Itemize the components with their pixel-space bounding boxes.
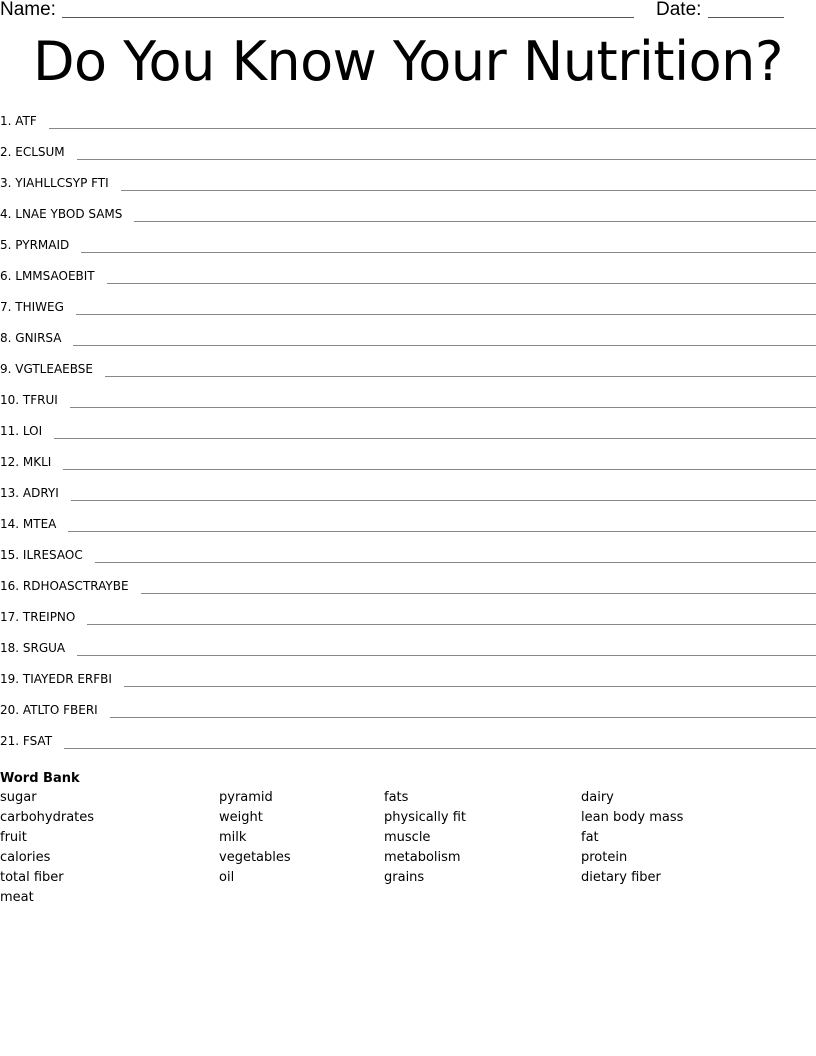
page-title: Do You Know Your Nutrition? [32, 30, 784, 93]
question-row [0, 112, 816, 143]
question-label: 5. PYRMAID [0, 238, 70, 252]
question-label: 11. LOI [0, 424, 43, 438]
question-row [0, 546, 816, 577]
question-row [0, 360, 816, 391]
question-row [0, 608, 816, 639]
word-bank-item: fats [384, 790, 409, 805]
header [0, 0, 816, 24]
answer-line[interactable] [68, 531, 816, 532]
question-label: 8. GNIRSA [0, 331, 62, 345]
question-row [0, 329, 816, 360]
date-field[interactable] [708, 17, 784, 18]
question-label: 10. TFRUI [0, 393, 58, 407]
word-bank-item: dairy [581, 790, 614, 805]
question-row [0, 670, 816, 701]
question-label: 4. LNAE YBOD SAMS [0, 207, 123, 221]
question-label: 16. RDHOASCTRAYBE [0, 579, 129, 593]
word-bank-item: sugar [0, 790, 37, 805]
question-row [0, 174, 816, 205]
question-row [0, 298, 816, 329]
question-label: 3. YIAHLLCSYP FTI [0, 176, 109, 190]
word-bank-item: muscle [384, 830, 431, 845]
question-row [0, 143, 816, 174]
date-label: Date: [656, 0, 702, 20]
word-bank-item: lean body mass [581, 810, 684, 825]
question-label: 20. ATLTO FBERI [0, 703, 98, 717]
question-row [0, 236, 816, 267]
answer-line[interactable] [124, 686, 816, 687]
question-row [0, 639, 816, 670]
answer-line[interactable] [105, 376, 816, 377]
answer-line[interactable] [76, 314, 816, 315]
question-row [0, 453, 816, 484]
question-row [0, 422, 816, 453]
answer-line[interactable] [70, 407, 816, 408]
question-label: 14. MTEA [0, 517, 57, 531]
word-bank-title: Word Bank [0, 771, 80, 786]
name-label: Name: [0, 0, 56, 20]
answer-line[interactable] [134, 221, 816, 222]
word-bank-item: weight [219, 810, 263, 825]
word-bank-column [219, 788, 291, 888]
word-bank-item: calories [0, 850, 51, 865]
answer-line[interactable] [54, 438, 816, 439]
word-bank-item: milk [219, 830, 247, 845]
question-label: 17. TREIPNO [0, 610, 76, 624]
answer-line[interactable] [77, 159, 816, 160]
question-label: 18. SRGUA [0, 641, 66, 655]
word-bank-item: metabolism [384, 850, 461, 865]
question-row [0, 205, 816, 236]
word-bank-item: meat [0, 890, 34, 905]
word-bank-grid [0, 788, 816, 928]
question-label: 19. TIAYEDR ERFBI [0, 672, 112, 686]
question-label: 13. ADRYI [0, 486, 59, 500]
word-bank-item: carbohydrates [0, 810, 95, 825]
question-label: 7. THIWEG [0, 300, 64, 314]
word-bank-column [581, 788, 683, 888]
word-bank-item: fruit [0, 830, 27, 845]
question-label: 9. VGTLEAEBSE [0, 362, 93, 376]
word-bank-item: physically fit [384, 810, 467, 825]
question-row [0, 701, 816, 732]
question-label: 12. MKLI [0, 455, 52, 469]
answer-line[interactable] [95, 562, 816, 563]
answer-line[interactable] [71, 500, 816, 501]
answer-line[interactable] [107, 283, 816, 284]
word-bank-column [0, 788, 94, 908]
question-list [0, 112, 816, 763]
question-row [0, 391, 816, 422]
question-label: 6. LMMSAOEBIT [0, 269, 95, 283]
word-bank-column [384, 788, 466, 888]
question-label: 1. ATF [0, 114, 37, 128]
question-row [0, 515, 816, 546]
word-bank-item: grains [384, 870, 425, 885]
question-row [0, 484, 816, 515]
answer-line[interactable] [64, 748, 816, 749]
answer-line[interactable] [110, 717, 816, 718]
question-label: 15. ILRESAOC [0, 548, 83, 562]
question-row [0, 267, 816, 298]
question-label: 2. ECLSUM [0, 145, 65, 159]
word-bank-item: total fiber [0, 870, 64, 885]
answer-line[interactable] [77, 655, 816, 656]
answer-line[interactable] [141, 593, 816, 594]
question-row [0, 577, 816, 608]
name-field[interactable] [62, 17, 634, 18]
word-bank [0, 770, 816, 928]
question-label: 21. FSAT [0, 734, 53, 748]
word-bank-item: protein [581, 850, 628, 865]
word-bank-item: dietary fiber [581, 870, 661, 885]
question-row [0, 732, 816, 763]
word-bank-item: oil [219, 870, 235, 885]
answer-line[interactable] [73, 345, 816, 346]
word-bank-item: vegetables [219, 850, 291, 865]
answer-line[interactable] [63, 469, 816, 470]
word-bank-item: fat [581, 830, 599, 845]
answer-line[interactable] [81, 252, 816, 253]
word-bank-item: pyramid [219, 790, 273, 805]
answer-line[interactable] [49, 128, 816, 129]
answer-line[interactable] [121, 190, 816, 191]
answer-line[interactable] [87, 624, 816, 625]
